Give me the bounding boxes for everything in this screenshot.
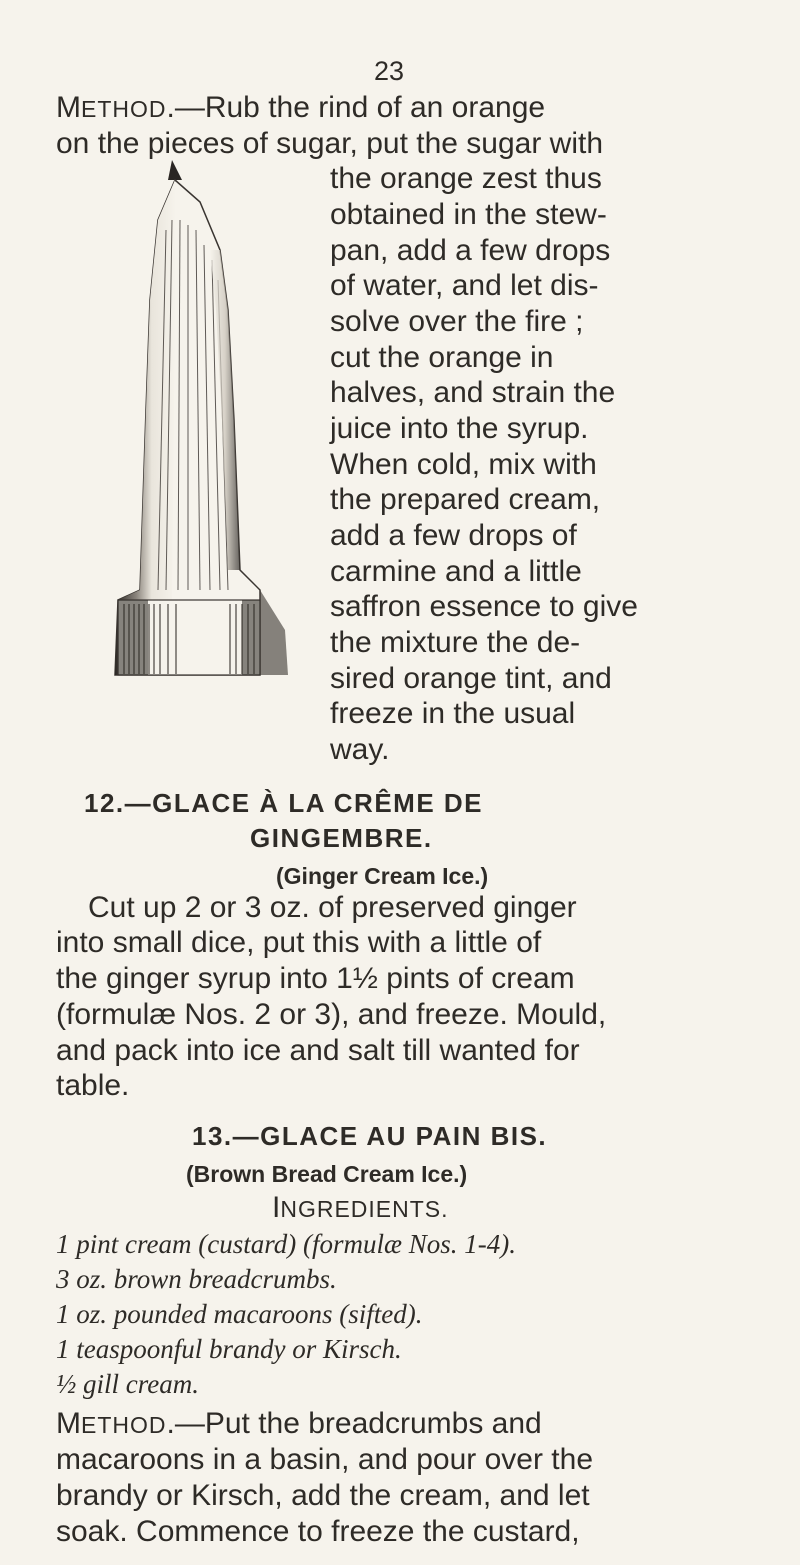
intro-line: the mixture the de- — [330, 626, 581, 659]
intro-line: obtained in the stew- — [330, 198, 607, 231]
intro-line: solve over the fire ; — [330, 305, 584, 338]
recipe-12-line: (formulæ Nos. 2 or 3), and freeze. Mould, — [56, 998, 607, 1031]
recipe-12-title-cont: GINGEMBRE. — [250, 823, 433, 853]
intro-line: the prepared cream, — [330, 483, 601, 516]
ingredients-heading: INGREDIENTS. — [272, 1191, 449, 1224]
intro-line: the orange zest thus — [330, 162, 602, 195]
recipe-13-method-line: macaroons in a basin, and pour over the — [56, 1443, 593, 1476]
page-number: 23 — [374, 56, 405, 86]
ingredient-item: ½ gill cream. — [56, 1369, 199, 1399]
recipe-13-subtitle: (Brown Bread Cream Ice.) — [186, 1161, 468, 1187]
recipe-13-title: 13.—GLACE AU PAIN BIS. — [192, 1121, 548, 1151]
intro-line: freeze in the usual — [330, 697, 576, 730]
intro-line: pan, add a few drops — [330, 234, 611, 267]
recipe-12-line: into small dice, put this with a little of — [56, 926, 542, 959]
intro-line: sired orange tint, and — [330, 662, 612, 695]
intro-line: carmine and a little — [330, 555, 582, 588]
intro-line: way. — [330, 733, 390, 766]
ingredient-item: 3 oz. brown breadcrumbs. — [56, 1264, 337, 1294]
ingredient-item: 1 teaspoonful brandy or Kirsch. — [56, 1334, 402, 1364]
recipe-12-line: Cut up 2 or 3 oz. of preserved ginger — [88, 891, 577, 924]
recipe-12-line: and pack into ice and salt till wanted for — [56, 1034, 580, 1067]
intro-method-line-1: METHOD.—Rub the rind of an orange — [56, 91, 546, 124]
ingredient-item: 1 oz. pounded macaroons (sifted). — [56, 1299, 423, 1329]
recipe-12-line: table. — [56, 1069, 130, 1102]
recipe-13-method-line: brandy or Kirsch, add the cream, and let — [56, 1479, 590, 1512]
ingredient-item: 1 pint cream (custard) (formulæ Nos. 1-4). — [56, 1229, 516, 1259]
intro-line: of water, and let dis- — [330, 269, 599, 302]
recipe-12-subtitle: (Ginger Cream Ice.) — [276, 863, 489, 889]
intro-line: cut the orange in — [330, 341, 554, 374]
intro-line: saffron essence to give — [330, 590, 638, 623]
intro-line: add a few drops of — [330, 519, 577, 552]
recipe-12-title: 12.—GLACE À LA CRÊME DE — [84, 788, 484, 818]
recipe-13-method-line-1: METHOD.—Put the breadcrumbs and — [56, 1407, 542, 1440]
recipe-13-method-line: soak. Commence to freeze the custard, — [56, 1515, 580, 1548]
recipe-12-line: the ginger syrup into 1½ pints of cream — [56, 962, 575, 995]
intro-line: halves, and strain the — [330, 376, 616, 409]
intro-line: on the pieces of sugar, put the sugar with — [56, 127, 604, 160]
ice-mould-illustration — [110, 160, 325, 680]
intro-line: When cold, mix with — [330, 448, 597, 481]
intro-line: juice into the syrup. — [330, 412, 589, 445]
